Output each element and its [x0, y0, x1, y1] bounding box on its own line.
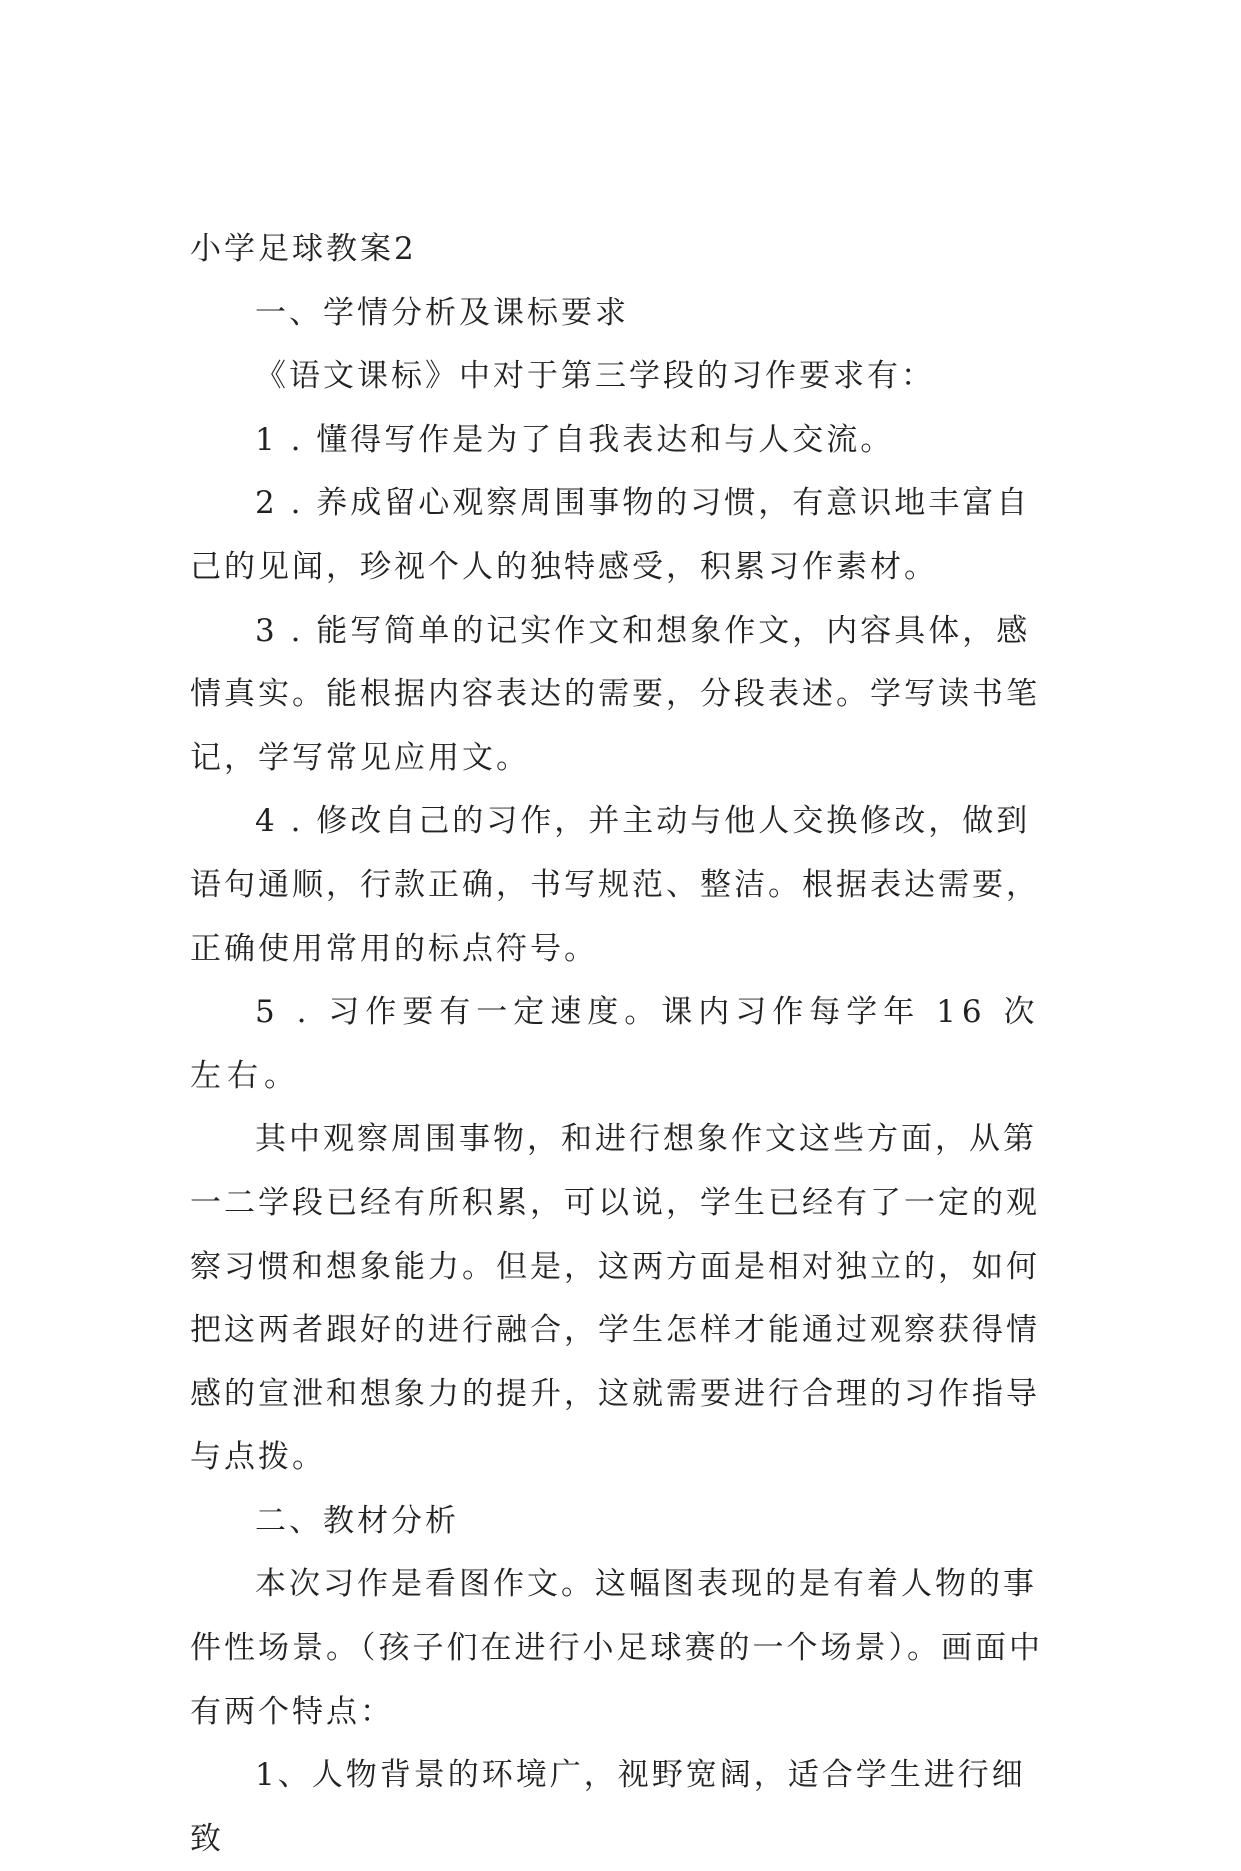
paragraph: 其中观察周围事物，和进行想象作文这些方面，从第一二学段已经有所积累，可以说，学生已经有了一定的观察习惯和想象能力。但是，这两方面是相对独立的，如何把这两者跟好的进行融合，学生怎样才能通过观察获得情感的宣泄和想象力的提升，这就需要进行合理的习作指导与点拨。	[190, 1121, 1040, 1476]
section-heading-2: 二、教材分析	[255, 1502, 459, 1539]
document-body	[190, 218, 1056, 1871]
list-item: 2 . 养成留心观察周围事物的习惯，有意识地丰富自己的见闻，珍视个人的独特感受，积累习作素材。	[190, 485, 1031, 585]
paragraph: 本次习作是看图作文。这幅图表现的是有着人物的事件性场景。（孩子们在进行小足球赛的一个场景）。画面中有两个特点：	[190, 1566, 1043, 1730]
list-item: 1、人物背景的环境广，视野宽阔，适合学生进行细致	[190, 1757, 1026, 1857]
list-item: 5 . 习作要有一定速度。课内习作每学年 16 次左右。	[190, 994, 1041, 1094]
list-item: 3 . 能写简单的记实作文和想象作文，内容具体，感情真实。能根据内容表达的需要，分段表述。学写读书笔记，学写常见应用文。	[190, 612, 1040, 776]
paragraph: 《语文课标》中对于第三学段的习作要求有：	[255, 358, 935, 395]
section-heading-1: 一、学情分析及课标要求	[255, 294, 629, 331]
document-title: 小学足球教案2	[190, 231, 417, 267]
list-item: 4 . 修改自己的习作，并主动与他人交换修改，做到语句通顺，行款正确，书写规范、整洁。根据表达需要，正确使用常用的标点符号。	[190, 803, 1040, 967]
list-item: 1 . 懂得写作是为了自我表达和与人交流。	[255, 421, 895, 458]
